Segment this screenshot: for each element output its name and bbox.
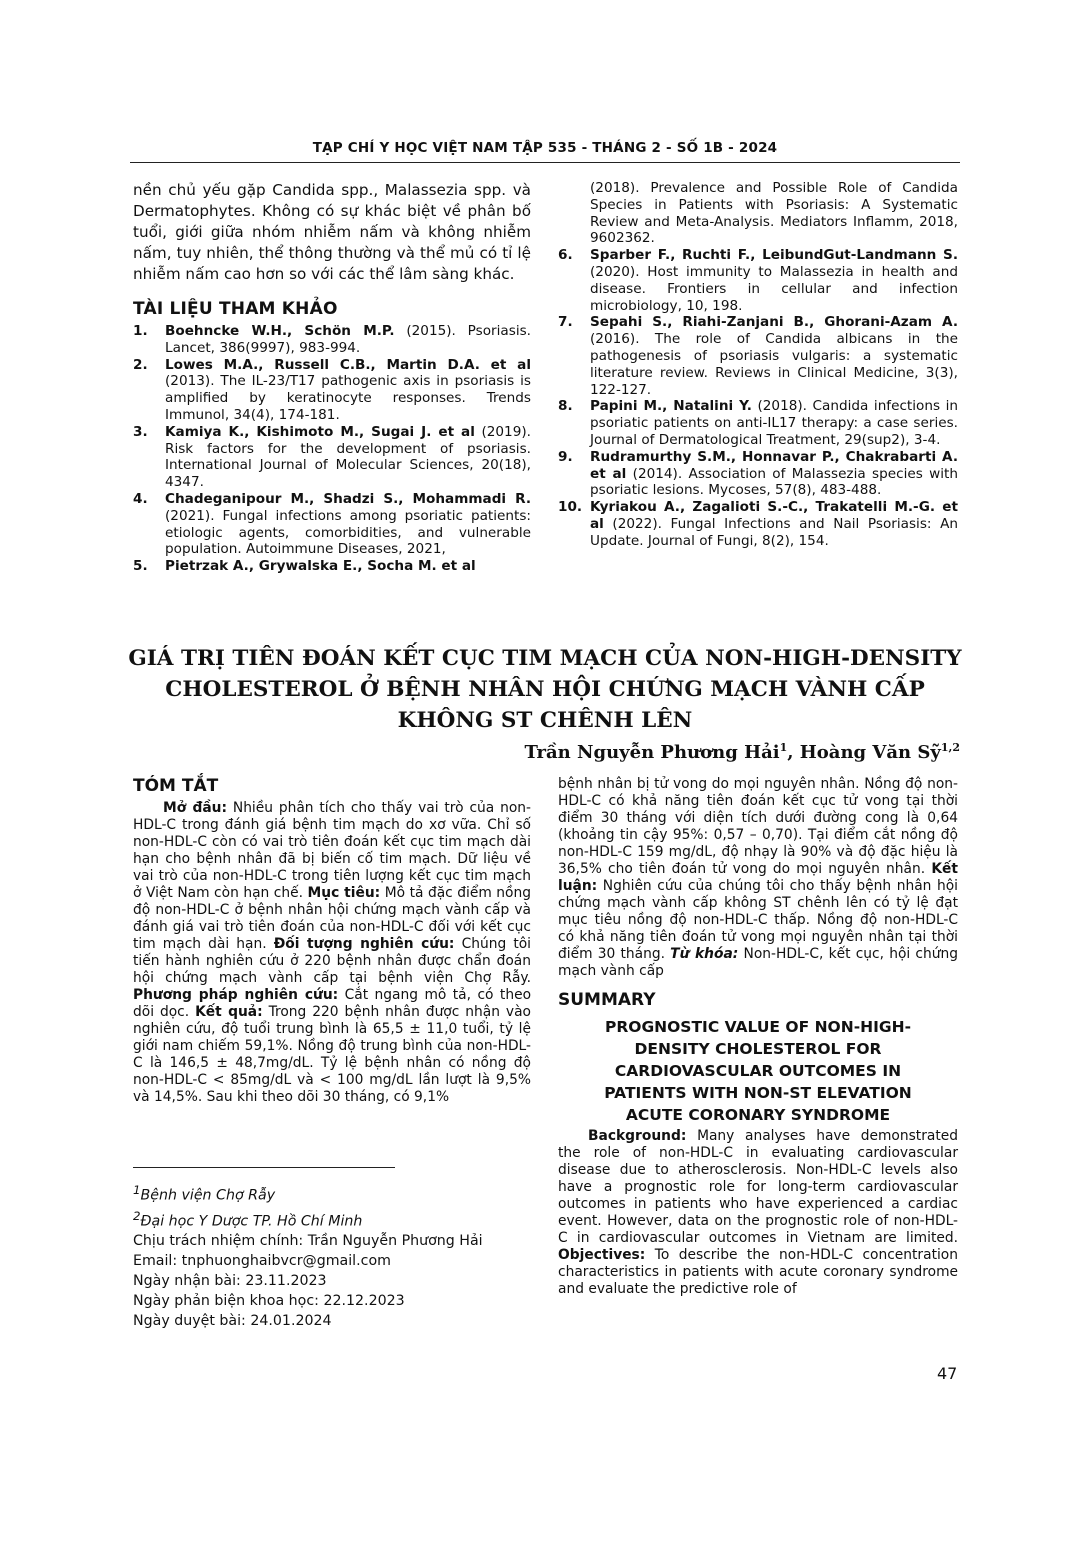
text-background: Many analyses have demonstrated the role of non-HDL-C in evaluating cardiovascular disease due to atherosclerosis. Non-HDL-C levels also have a prognostic role for long-term cardiovascular outcomes in patients who have experienced a cardiac event. However, data on the prognostic role of non-HDL-C in cardiovascular outcomes in Vietnam are limited.	[558, 1128, 958, 1246]
top-left-column	[133, 180, 531, 575]
reference-item	[558, 449, 958, 499]
footnote-rule	[133, 1167, 395, 1168]
reference-item	[133, 558, 531, 575]
reference-number: 6.	[558, 247, 573, 264]
authors-line	[520, 741, 960, 763]
affiliation-sup: 2	[133, 1208, 141, 1223]
reference-authors: Chadeganipour M., Shadzi S., Mohammadi R.	[165, 490, 531, 507]
reference-item	[558, 247, 958, 314]
title-line: CHOLESTEROL Ở BỆNH NHÂN HỘI CHỨNG MẠCH VÀNH CẤP	[165, 677, 925, 702]
reference-text	[165, 491, 531, 558]
title-line: KHÔNG ST CHÊNH LÊN	[397, 708, 693, 733]
reference-citation: (2022). Fungal Infections and Nail Psoriasis: An Update. Journal of Fungi, 8(2), 154.	[590, 515, 958, 549]
reference-citation: (2020). Host immunity to Malassezia in health and disease. Frontiers in cellular and infection microbiology, 10, 198.	[590, 263, 958, 314]
text-tu-khoa: Non-HDL-C, kết cục, hội chứng mạch vành cấp	[558, 946, 958, 979]
reference-citation: (2018). Candida infections in psoriatic patients on anti-IL17 therapy: a case series. Journal of Dermatological Treatment, 29(sup2), 3-4.	[590, 398, 959, 448]
label-phuong-phap: Phương pháp nghiên cứu:	[133, 987, 339, 1003]
footnotes	[133, 1180, 533, 1331]
title-line: GIÁ TRỊ TIÊN ĐOÁN KẾT CỤC TIM MẠCH CỦA NON-HIGH-DENSITY	[128, 646, 962, 671]
reference-text	[590, 314, 958, 398]
reference-authors: Boehncke W.H., Schön M.P.	[165, 323, 395, 339]
affiliation-text: Đại học Y Dược TP. Hồ Chí Minh	[140, 1213, 363, 1230]
label-muc-tieu: Mục tiêu:	[307, 885, 381, 901]
journal-header: TẠP CHÍ Y HỌC VIỆT NAM TẬP 535 - THÁNG 2 - SỐ 1B - 2024	[312, 140, 778, 156]
reference-authors: Sparber F., Ruchti F., LeibundGut-Landmann S.	[590, 247, 958, 264]
reference-item	[558, 398, 958, 448]
author-name: Hoàng Văn Sỹ	[799, 742, 941, 763]
reference-text	[165, 323, 531, 357]
affiliation-text: Bệnh viện Chợ Rẫy	[140, 1187, 276, 1204]
reference-item	[133, 323, 531, 357]
abstract-heading: TÓM TẮT	[133, 776, 219, 796]
summary-paragraph	[558, 1128, 958, 1298]
label-objectives: Objectives:	[558, 1247, 646, 1263]
label-doi-tuong: Đối tượng nghiên cứu:	[273, 936, 455, 952]
abstract-left-column	[133, 776, 531, 1106]
reference-number: 5.	[133, 558, 148, 575]
label-ket-qua: Kết quả:	[195, 1004, 263, 1020]
reference-citation: (2021). Fungal infections among psoriatic patients: etiologic agents, comorbidities, and vulnerable population. Autoimmune Diseases, 2021,	[165, 507, 531, 558]
text-muc-tieu: Mô tả đặc điểm nồng độ non-HDL-C ở bệnh nhân hội chứng mạch vành cấp và đánh giá vai trò tiên đoán của non-HDL-C đối với kết cục tim mạch dài hạn.	[133, 885, 531, 952]
text-ket-qua: Trong 220 bệnh nhân được nhận vào nghiên cứu, độ tuổi trung bình là 65,5 ± 11,0 tuổi, tỷ lệ giới nam chiếm 59,1%. Nồng độ trung bình của non-HDL-C là 146,5 ± 48,7mg/dL. Tỷ lệ bệnh nhân có nồng độ non-HDL-C < 85mg/dL và < 100 mg/dL lần lượt là 9,5% và 14,5%. Sau khi theo dõi 30 tháng, có 9,1%	[133, 1004, 531, 1105]
reference-item	[133, 357, 531, 424]
reference-continuation: (2018). Prevalence and Possible Role of Candida Species in Patients with Psoriasis: A Systematic Review and Meta-Analysis. Mediators Inflamm, 2018, 9602362.	[590, 180, 958, 247]
label-mo-dau: Mở đầu:	[163, 800, 228, 816]
summary-heading: SUMMARY	[558, 990, 656, 1010]
conclusion-paragraph: nền chủ yếu gặp Candida spp., Malassezia spp. và Dermatophytes. Không có sự khác biệt về phân bố tuổi, giới giữa nhóm nhiễm nấm và không nhiễm nấm, tuy nhiên, thể thông thường và thể mủ có tỉ lệ nhiễm nấm cao hơn so với các thể lâm sàng khác.	[133, 181, 531, 283]
reference-text	[590, 499, 958, 549]
page-number: 47	[937, 1364, 958, 1383]
reference-number: 2.	[133, 356, 148, 373]
label-background: Background:	[588, 1128, 687, 1144]
reference-authors: Rudramurthy S.M., Honnavar P., Chakrabarti A. et al	[590, 448, 958, 482]
reference-authors: Kyriakou A., Zagalioti S.-C., Trakatelli M.-G. et al	[590, 499, 958, 532]
reference-authors: Pietrzak A., Grywalska E., Socha M. et al	[165, 558, 476, 575]
reference-text	[165, 558, 531, 575]
author-affiliation-sup: 1,2	[940, 741, 960, 754]
text-ket-luan: Nghiên cứu của chúng tôi cho thấy bệnh nhân hội chứng mạch vành cấp không ST chênh lên có tỷ lệ đạt mục tiêu nồng độ non-HDL-C thấp. Nồng độ non-HDL-C có khả năng tiên đoán tử vong mọi nguyên nhân tại thời điểm 30 tháng.	[558, 878, 958, 962]
label-tu-khoa: Từ khóa:	[670, 946, 739, 962]
abstract-paragraph	[133, 800, 531, 1106]
reference-text	[165, 357, 531, 424]
reference-item	[558, 314, 958, 398]
article-title	[120, 643, 970, 736]
affiliation-2	[133, 1206, 533, 1232]
affiliation-1	[133, 1180, 533, 1206]
email: Email: tnphuonghaibvcr@gmail.com	[133, 1253, 391, 1270]
author-separator: ,	[787, 742, 800, 763]
reference-number: 8.	[558, 398, 573, 415]
top-right-column	[558, 180, 958, 550]
reference-number: 10.	[558, 499, 583, 516]
reference-authors: Kamiya K., Kishimoto M., Sugai J. et al	[165, 423, 475, 440]
reference-number: 9.	[558, 448, 573, 465]
reference-citation: (2016). The role of Candida albicans in the pathogenesis of psoriasis vulgaris: a systematic literature review. Reviews in Clinical Medicine, 3(3), 122-127.	[590, 331, 958, 398]
text-doi-tuong: Chúng tôi tiến hành nghiên cứu ở 220 bệnh nhân được chẩn đoán hội chứng mạch vành cấp tại bệnh viện Chợ Rẫy.	[133, 936, 531, 986]
text-ket-qua-cont: bệnh nhân bị tử vong do mọi nguyên nhân. Nồng độ non-HDL-C có khả năng tiên đoán kết cục tử vong tại thời điểm 30 tháng với diện tích dưới đường cong là 0,64 (khoảng tin cậy 95%: 0,57 – 0,70). Tại điểm cắt nồng độ non-HDL-C 159 mg/dL, độ nhạy là 90% và độ đặc hiệu là 36,5% cho tiên đoán tử vong do mọi nguyên nhân.	[558, 776, 958, 877]
reference-citation: (2013). The IL-23/T17 pathogenic axis in psoriasis is amplified by keratinocyte responses. Trends Immunol, 34(4), 174-181.	[165, 373, 531, 423]
label-ket-luan: Kết luận:	[558, 861, 958, 894]
reference-number: 4.	[133, 490, 148, 507]
affiliation-sup: 1	[133, 1183, 141, 1197]
header-rule	[130, 162, 960, 163]
reference-authors: Lowes M.A., Russell C.B., Martin D.A. et al	[165, 356, 531, 373]
references-heading: TÀI LIỆU THAM KHẢO	[133, 299, 338, 319]
reference-authors: Papini M., Natalini Y.	[590, 398, 752, 415]
reference-citation: (2015). Psoriasis. Lancet, 386(9997), 983-994.	[165, 323, 531, 356]
reference-item	[133, 491, 531, 558]
reference-authors: Sepahi S., Riahi-Zanjani B., Ghorani-Azam A.	[590, 314, 958, 331]
abstract-right-column	[558, 776, 958, 1298]
author-name: Trần Nguyễn Phương Hải	[524, 742, 780, 763]
corresponding-author: Chịu trách nhiệm chính: Trần Nguyễn Phương Hải	[133, 1233, 483, 1250]
reference-text	[590, 449, 958, 499]
reference-text	[165, 424, 531, 491]
accepted-date: Ngày duyệt bài: 24.01.2024	[133, 1313, 332, 1330]
received-date: Ngày nhận bài: 23.11.2023	[133, 1273, 327, 1290]
abstract-continuation	[558, 776, 958, 980]
reference-citation: (2014). Association of Malassezia species with psoriatic lesions. Mycoses, 57(8), 483-488.	[590, 465, 958, 499]
text-mo-dau: Nhiều phân tích cho thấy vai trò của non-HDL-C trong đánh giá bệnh tim mạch do xơ vữa. Chỉ số non-HDL-C còn có vai trò tiên đoán kết cục tim mạch dài hạn cho bệnh nhân đã bị biến cố tim mạch. Dữ liệu về vai trò của non-HDL-C trong tiên lượng kết cục tim mạch ở Việt Nam còn hạn chế.	[133, 800, 531, 901]
reference-text	[590, 247, 958, 314]
reference-number: 1.	[133, 323, 148, 339]
reference-item	[133, 424, 531, 491]
reference-citation: (2019). Risk factors for the development of psoriasis. International Journal of Molecular Sciences, 20(18), 4347.	[165, 423, 531, 491]
reference-text	[590, 398, 958, 448]
reference-number: 3.	[133, 423, 148, 440]
summary-title: PROGNOSTIC VALUE OF NON-HIGH-DENSITY CHOLESTEROL FOR CARDIOVASCULAR OUTCOMES IN PATIENTS WITH NON-ST ELEVATION ACUTE CORONARY SYNDROME	[604, 1018, 912, 1124]
author-affiliation-sup: 1	[779, 741, 788, 754]
reviewed-date: Ngày phản biện khoa học: 22.12.2023	[133, 1293, 405, 1310]
text-objectives: To describe the non-HDL-C concentration characteristics in patients with acute coronary syndrome and evaluate the predictive role of	[558, 1247, 958, 1297]
text-phuong-phap: Cắt ngang mô tả, có theo dõi dọc.	[133, 987, 532, 1020]
reference-item	[558, 499, 958, 549]
reference-number: 7.	[558, 314, 573, 331]
